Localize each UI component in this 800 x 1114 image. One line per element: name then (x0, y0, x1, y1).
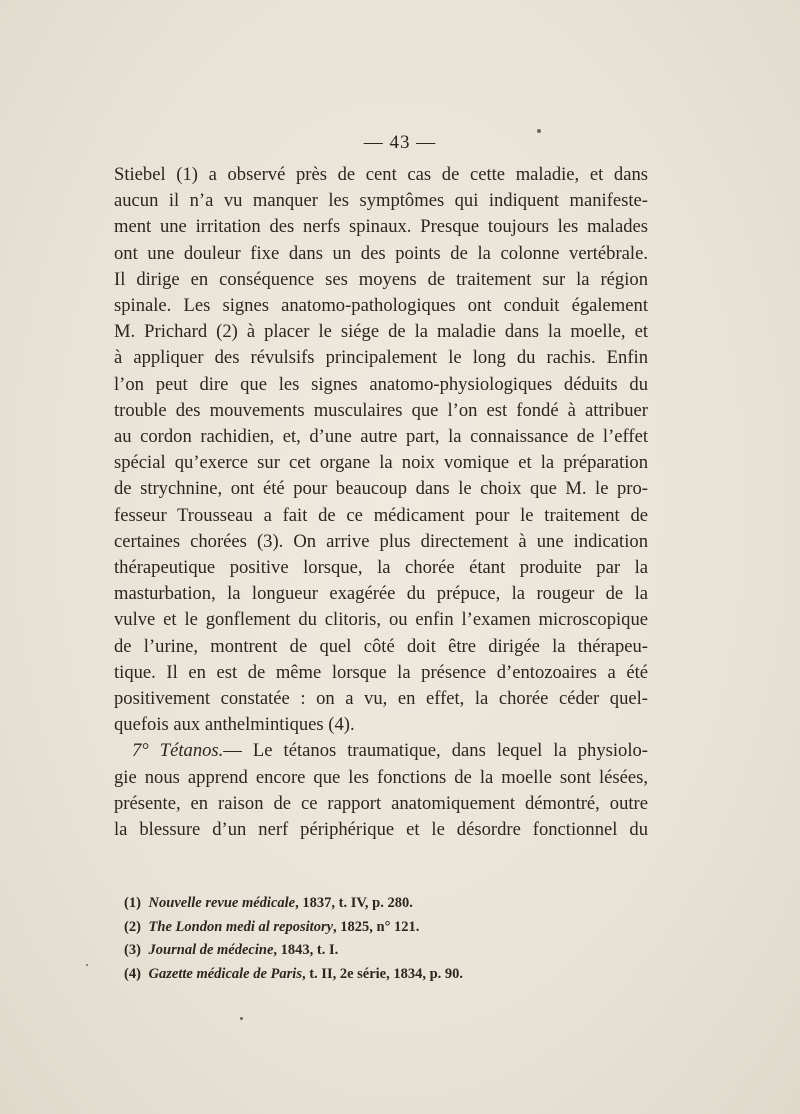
body-line: spécial qu’exerce sur cet organe la noix vomique et la préparation (114, 452, 648, 474)
footnote (124, 916, 644, 940)
paper-speck (240, 1017, 243, 1020)
body-line: ment une irritation des nerfs spinaux. Presque toujours les malades (114, 216, 648, 238)
body-line: Stiebel (1) a observé près de cent cas de cette maladie, et dans (114, 164, 648, 185)
paper-speck (86, 964, 88, 966)
footnote-reference: , 1837, t. IV, p. 280. (295, 895, 413, 911)
body-line: de strychnine, ont été pour beaucoup dans le choix que M. le pro- (114, 478, 648, 500)
body-line: de l’urine, montrent de quel côté doit être dirigée la thérapeu- (114, 635, 648, 657)
body-line: l’on peut dire que les signes anatomo-physiologiques déduits du (114, 373, 648, 395)
body-line: certaines chorées (3). On arrive plus directement à une indication (114, 530, 648, 552)
body-line: vulve et le gonflement du clitoris, ou enfin l’examen microscopique (114, 609, 648, 631)
body-line: au cordon rachidien, et, d’une autre part, la connaissance de l’effet (114, 426, 648, 448)
body-line: fesseur Trousseau a fait de ce médicament pour le traitement de (114, 504, 648, 526)
footnote-number: (3) (124, 942, 141, 958)
body-line: présente, en raison de ce rapport anatomiquement démontré, outre (114, 792, 648, 814)
body-line: masturbation, la longueur exagérée du prépuce, la rougeur de la (114, 583, 648, 605)
body-line: la blessure d’un nerf périphérique et le désordre fonctionnel du (114, 819, 648, 841)
body-line: — Le tétanos traumatique, dans lequel la physiolo- (223, 740, 648, 762)
footnotes (124, 892, 644, 986)
footnote-reference: , t. II, 2e série, 1834, p. 90. (301, 965, 464, 982)
body-line: positivement constatée : on a vu, en effet, la chorée céder quel- (114, 688, 648, 710)
body-line: M. Prichard (2) à placer le siége de la maladie dans la moelle, et (114, 321, 648, 343)
body-line: spinale. Les signes anatomo-pathologiques ont conduit également (114, 295, 648, 317)
body-line: à appliquer des révulsifs principalement le long du rachis. Enfin (114, 347, 648, 369)
body-line: quefois aux anthelmintiques (4). (114, 714, 355, 736)
body-line: trouble des mouvements musculaires que l’on est fondé à attribuer (114, 399, 648, 421)
body-line: Il dirige en conséquence ses moyens de traitement sur la région (114, 268, 648, 290)
footnote-title: The London medi al repository (148, 918, 334, 935)
footnote-number: (2) (124, 918, 141, 935)
body-line: aucun il n’a vu manquer les symptômes qui indiquent manifeste- (114, 190, 648, 212)
footnote-title: Nouvelle revue médicale (148, 895, 296, 911)
body-line: ont une douleur fixe dans un des points de la colonne vertébrale. (114, 242, 648, 264)
body-text (114, 162, 648, 843)
tetanos-paragraph-first-line (114, 738, 648, 764)
footnote (124, 963, 644, 987)
page-number: — 43 — (363, 132, 437, 153)
body-line: thérapeutique positive lorsque, la chorée étant produite par la (114, 557, 648, 579)
footnote-title: Gazette médicale de Paris (148, 965, 302, 982)
footnote (124, 939, 644, 963)
footnote-number: (4) (124, 965, 141, 982)
footnote-reference: , 1843, t. I. (273, 942, 339, 958)
body-line: gie nous apprend encore que les fonctions de la moelle sont lésées, (114, 766, 648, 788)
paper-speck (537, 129, 541, 133)
section-heading-tetanos: 7° Tétanos. (132, 740, 224, 762)
footnote (124, 892, 644, 916)
footnote-reference: , 1825, n° 121. (333, 918, 420, 935)
body-line: tique. Il en est de même lorsque la présence d’entozoaires a été (114, 661, 648, 683)
footnote-title: Journal de médecine (148, 942, 274, 958)
footnote-number: (1) (124, 895, 141, 911)
